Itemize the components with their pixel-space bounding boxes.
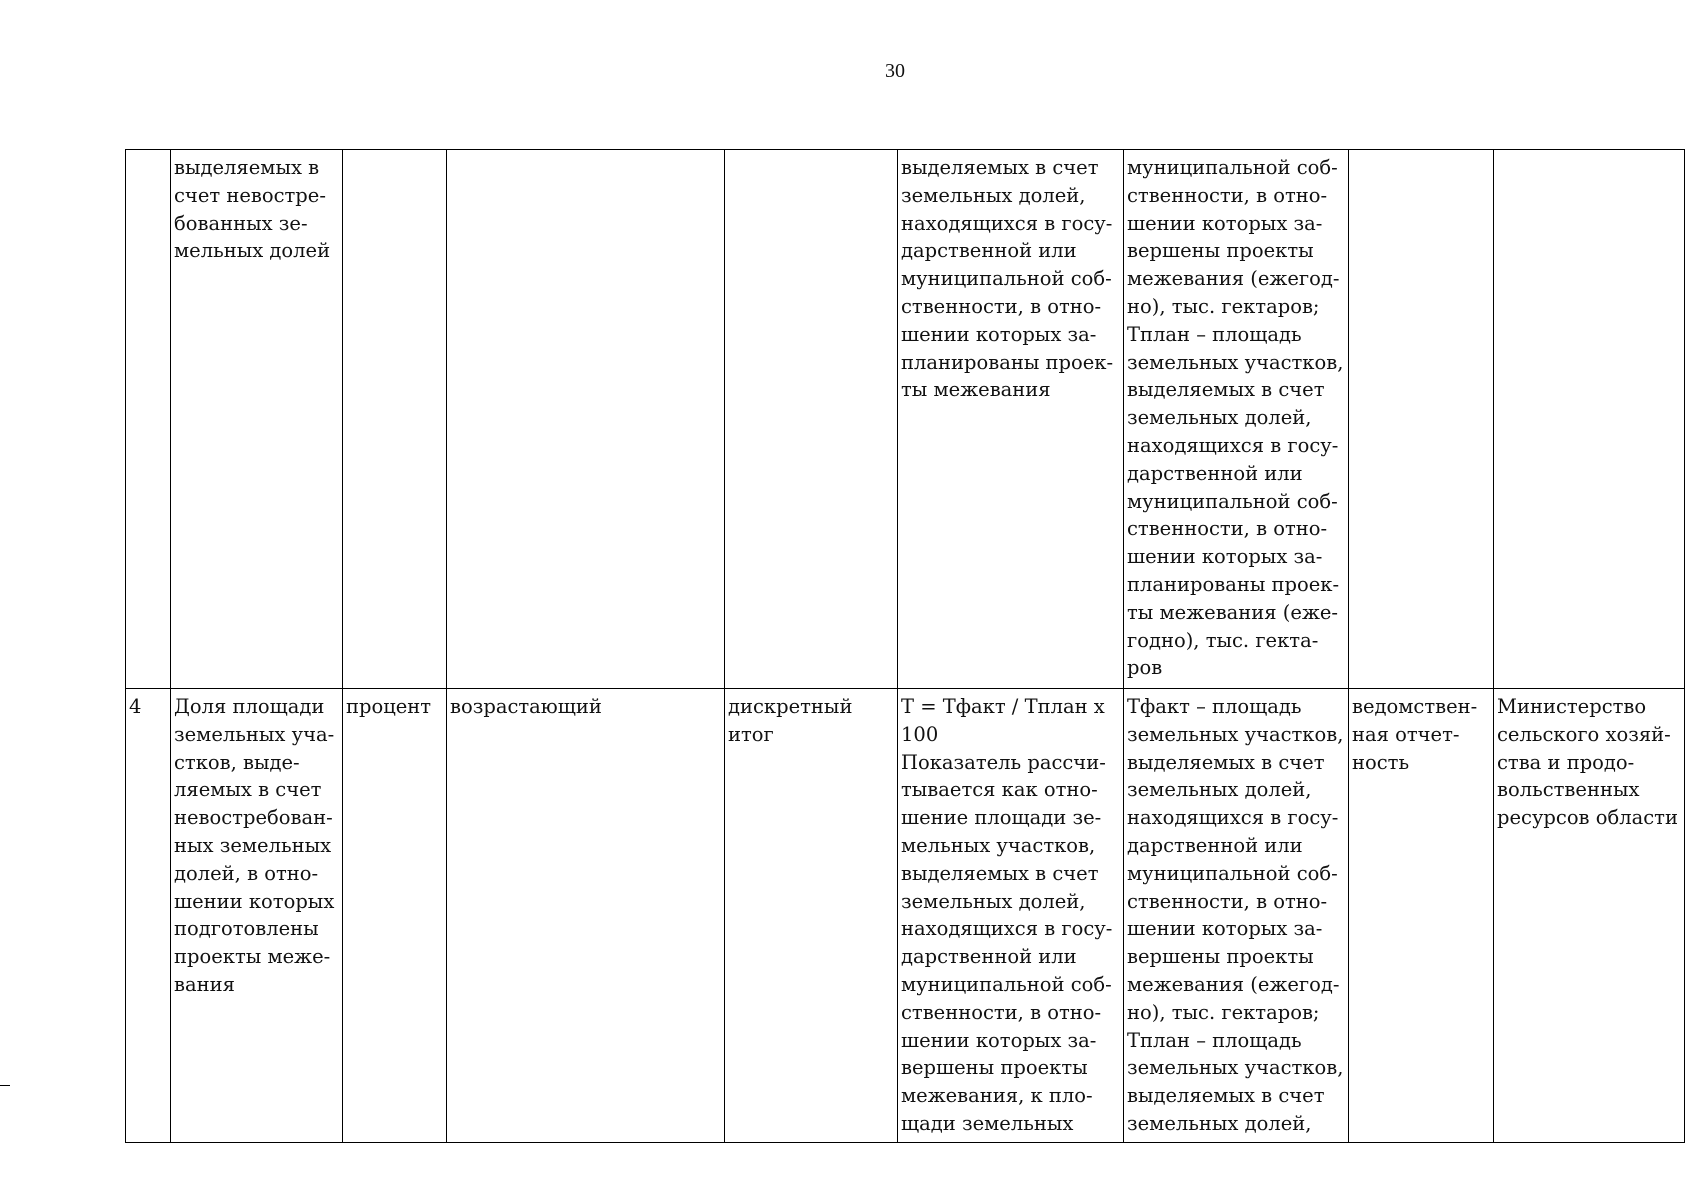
cell-type bbox=[725, 689, 898, 1143]
text-line: выделяемых в счет bbox=[901, 861, 1099, 885]
text-line: дарственной или bbox=[901, 239, 1077, 263]
text-line: муниципальной соб- bbox=[1127, 861, 1338, 885]
text-line: находящихся в госу- bbox=[901, 917, 1113, 941]
text-line: земельных долей, bbox=[1127, 1111, 1312, 1135]
text-line: муниципальной соб- bbox=[1127, 156, 1338, 179]
text-line: выделяемых в bbox=[174, 156, 320, 179]
text-line: муниципальной соб- bbox=[1127, 489, 1338, 513]
text-line: шении которых за- bbox=[1127, 545, 1323, 569]
text-line: земельных уча- bbox=[174, 722, 335, 746]
text-line: выделяемых в счет bbox=[901, 156, 1099, 179]
text-line: ственности, в отно- bbox=[901, 1000, 1102, 1024]
cell-formula bbox=[898, 150, 1124, 689]
text-line: невостребован- bbox=[174, 806, 333, 830]
margin-mark bbox=[0, 1085, 10, 1086]
cell-indicator-name bbox=[171, 150, 343, 689]
text-line: итог bbox=[728, 722, 774, 746]
text-line: выделяемых в счет bbox=[1127, 378, 1325, 402]
text-line: тывается как отно- bbox=[901, 778, 1098, 802]
cell-dynamics bbox=[447, 150, 725, 689]
indicators-table bbox=[125, 149, 1685, 1143]
text-line: бованных зе- bbox=[174, 211, 308, 235]
text-line: шении которых bbox=[174, 889, 335, 913]
text-line: подготовлены bbox=[174, 917, 319, 941]
text-line: дарственной или bbox=[1127, 461, 1303, 485]
text-line: межевания (ежегод- bbox=[1127, 267, 1340, 291]
text-line: ства и продо- bbox=[1497, 750, 1635, 774]
cell-unit: процент bbox=[343, 689, 447, 1143]
text-line: земельных долей, bbox=[901, 183, 1086, 207]
text-line: дискретный bbox=[728, 695, 853, 718]
cell-number bbox=[126, 150, 171, 689]
text-line: счет невостре- bbox=[174, 183, 326, 207]
text-line: сельского хозяй- bbox=[1497, 722, 1671, 746]
text-line: ресурсов области bbox=[1497, 806, 1678, 830]
text-line: шении которых за- bbox=[1127, 211, 1323, 235]
text-line: шении которых за- bbox=[1127, 917, 1323, 941]
text-line: Доля площади bbox=[174, 695, 325, 718]
text-line: шении которых за- bbox=[901, 1028, 1097, 1052]
text-line: планированы проек- bbox=[901, 350, 1114, 374]
cell-responsible bbox=[1494, 150, 1685, 689]
text-line: находящихся в госу- bbox=[901, 211, 1113, 235]
text-line: дарственной или bbox=[901, 945, 1077, 969]
cell-formula bbox=[898, 689, 1124, 1143]
text-line: Тфакт – площадь bbox=[1127, 695, 1302, 718]
text-line: Тплан – площадь bbox=[1127, 322, 1302, 346]
text-line: ственности, в отно- bbox=[1127, 517, 1328, 541]
text-line: находящихся в госу- bbox=[1127, 806, 1339, 830]
text-line: ты межевания (еже- bbox=[1127, 600, 1339, 624]
cell-responsible bbox=[1494, 689, 1685, 1143]
text-line: муниципальной соб- bbox=[901, 267, 1112, 291]
cell-type bbox=[725, 150, 898, 689]
text-line: вания bbox=[174, 972, 235, 996]
text-line: но), тыс. гектаров; bbox=[1127, 294, 1320, 318]
cell-variables bbox=[1124, 150, 1349, 689]
text-line: щади земельных bbox=[901, 1111, 1074, 1135]
text-line: стков, выде- bbox=[174, 750, 300, 774]
text-line: планированы проек- bbox=[1127, 572, 1340, 596]
text-line: но), тыс. гектаров; bbox=[1127, 1000, 1320, 1024]
text-line: проекты меже- bbox=[174, 945, 331, 969]
text-line: вершены проекты bbox=[901, 1056, 1088, 1080]
text-line: земельных участков, bbox=[1127, 350, 1344, 374]
text-line: шение площади зе- bbox=[901, 806, 1102, 830]
cell-source bbox=[1349, 689, 1494, 1143]
text-line: ственности, в отно- bbox=[1127, 183, 1328, 207]
text-line: земельных долей, bbox=[1127, 778, 1312, 802]
text-line: межевания (ежегод- bbox=[1127, 972, 1340, 996]
text-line: мельных долей bbox=[174, 239, 331, 263]
text-line: ты межевания bbox=[901, 378, 1051, 402]
text-line: выделяемых в счет bbox=[1127, 1084, 1325, 1108]
text-line: Тплан – площадь bbox=[1127, 1028, 1302, 1052]
text-line: вольственных bbox=[1497, 778, 1640, 802]
text-line: ных земельных bbox=[174, 833, 332, 857]
text-line: долей, в отно- bbox=[174, 861, 319, 885]
cell-indicator-name bbox=[171, 689, 343, 1143]
text-line: Т = Тфакт / Тплан х bbox=[901, 695, 1105, 718]
text-line: дарственной или bbox=[1127, 833, 1303, 857]
text-line: выделяемых в счет bbox=[1127, 750, 1325, 774]
cell-unit bbox=[343, 150, 447, 689]
text-line: земельных участков, bbox=[1127, 722, 1344, 746]
text-line: годно), тыс. гекта- bbox=[1127, 628, 1319, 652]
text-line: муниципальной соб- bbox=[901, 972, 1112, 996]
text-line: земельных долей, bbox=[1127, 406, 1312, 430]
text-line: находящихся в госу- bbox=[1127, 433, 1339, 457]
text-line: земельных участков, bbox=[1127, 1056, 1344, 1080]
cell-dynamics: возрастающий bbox=[447, 689, 725, 1143]
cell-variables bbox=[1124, 689, 1349, 1143]
text-line: ственности, в отно- bbox=[901, 294, 1102, 318]
page-number: 30 bbox=[885, 60, 905, 82]
cell-source bbox=[1349, 150, 1494, 689]
table-row bbox=[126, 150, 1685, 689]
text-line: ная отчет- bbox=[1352, 722, 1460, 746]
text-line: ственности, в отно- bbox=[1127, 889, 1328, 913]
cell-number: 4 bbox=[126, 689, 171, 1143]
text-line: шении которых за- bbox=[901, 322, 1097, 346]
text-line: межевания, к пло- bbox=[901, 1084, 1093, 1108]
text-line: Показатель рассчи- bbox=[901, 750, 1106, 774]
text-line: ность bbox=[1352, 750, 1410, 774]
text-line: мельных участков, bbox=[901, 833, 1096, 857]
table-row bbox=[126, 689, 1685, 1143]
text-line: вершены проекты bbox=[1127, 239, 1314, 263]
text-line: 100 bbox=[901, 722, 939, 746]
text-line: ведомствен- bbox=[1352, 695, 1478, 718]
text-line: Министерство bbox=[1497, 695, 1647, 718]
text-line: ров bbox=[1127, 656, 1163, 680]
text-line: ляемых в счет bbox=[174, 778, 322, 802]
text-line: земельных долей, bbox=[901, 889, 1086, 913]
text-line: вершены проекты bbox=[1127, 945, 1314, 969]
